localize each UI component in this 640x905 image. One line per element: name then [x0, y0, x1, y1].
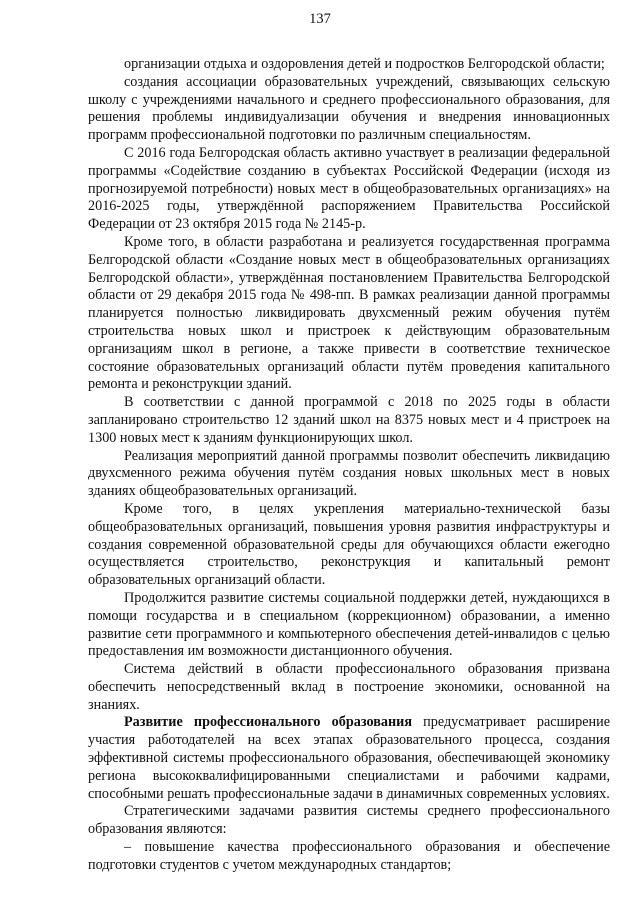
page-number: 137: [309, 11, 331, 27]
paragraph-3: С 2016 года Белгородская область активно участвует в реализации федеральной программы «Содействие созданию в субъектах Российской Федерации (исходя из прогнозируемой потребности) новых мест в общеобразовательных организациях» на 2016-2025 годы, утверждённой распоряжением Правительства Российской Федерации от 23 октября 2015 года № 2145-р.: [88, 144, 610, 233]
paragraph-8: Продолжится развитие системы социальной поддержки детей, нуждающихся в помощи государства и в специальном (коррекционном) образовании, а именно развитие сети программного и компьютерного обеспечения детей-инвалидов с целью предоставления им возможности дистанционного обучения.: [88, 589, 610, 660]
paragraph-1: организации отдыха и оздоровления детей и подростков Белгородской области;: [124, 56, 605, 72]
paragraph-10: [88, 714, 610, 803]
paragraph-11: Стратегическими задачами развития системы среднего профессионального образования являются:: [88, 803, 610, 838]
paragraph-10-text: предусматривает расширение участия работодателей на всех этапах образовательного процесса, создания эффективной системы профессионального образования, обеспечивающей экономику региона высококвалифицированными специалистами и рабочими кадрами, способными решать профессиональные задачи в динамичных современных условиях.: [88, 714, 610, 802]
paragraph-12: – повышение качества профессионального образования и обеспечение подготовки студентов с учетом международных стандартов;: [88, 839, 610, 873]
paragraph-6: Реализация мероприятий данной программы позволит обеспечить ликвидацию двухсменного режима обучения путём создания новых школьных мест в новых зданиях общеобразовательных организаций.: [88, 447, 610, 500]
paragraph-7: Кроме того, в целях укрепления материально-технической базы общеобразовательных организаций, повышения уровня развития инфраструктуры и создания современной образовательной среды для обучающихся области ежегодно осуществляется строительство, реконструкция и капитальный ремонт образовательных организаций области.: [88, 500, 610, 589]
paragraph-10-heading: Развитие профессионального образования: [124, 714, 412, 731]
paragraph-5: В соответствии с данной программой с 2018 по 2025 годы в области запланировано строительство 12 зданий школ на 8375 новых мест и 4 пристроек на 1300 новых мест к зданиям функционирующих школ.: [88, 394, 610, 446]
paragraph-4: Кроме того, в области разработана и реализуется государственная программа Белгородской области «Создание новых мест в общеобразовательных организациях Белгородской области», утверждённая постановлением Правительства Белгородской области от 29 декабря 2015 года № 498-пп. В рамках реализации данной программы планируется полностью ликвидировать двухсменный режим обучения путём строительства новых школ и пристроек к действующим образовательным организациям школ в регионе, а также привести в соответствие техническое состояние образовательных организаций области путём проведения капитального ремонта и реконструкции зданий.: [88, 233, 610, 393]
paragraph-2: создания ассоциации образовательных учреждений, связывающих сельскую школу с учреждениями начального и среднего профессионального образования, для решения проблемы индивидуализации обучения и внедрения инновационных программ профессиональной подготовки по различным специальностям.: [88, 73, 610, 144]
document-body: [88, 56, 610, 875]
paragraph-9: Система действий в области профессионального образования призвана обеспечить непосредственный вклад в построение экономики, основанной на знаниях.: [88, 661, 610, 713]
